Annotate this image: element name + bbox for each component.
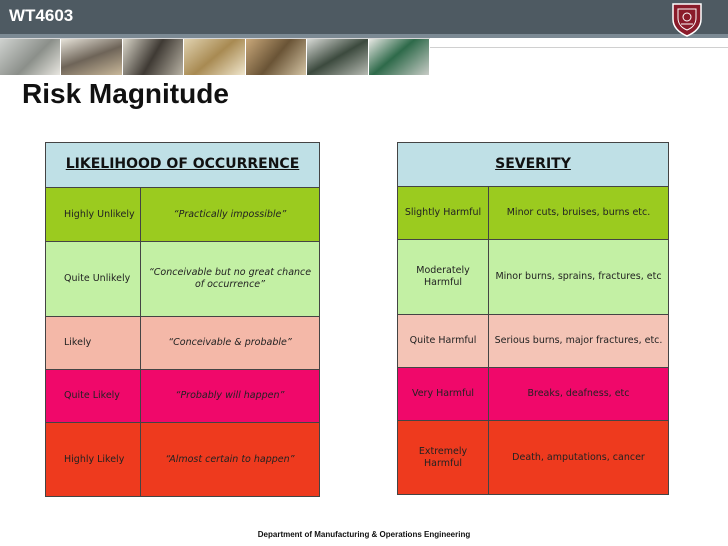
likelihood-header-row <box>46 143 320 188</box>
slide-title: Risk Magnitude <box>22 78 229 109</box>
divider <box>430 47 728 48</box>
machine-photo <box>369 39 430 75</box>
severity-row <box>398 315 669 368</box>
likelihood-level: Highly Likely <box>46 423 141 497</box>
machine-photo <box>123 39 184 75</box>
likelihood-row <box>46 370 320 423</box>
severity-description: Serious burns, major fractures, etc. <box>489 315 669 368</box>
severity-row <box>398 421 669 495</box>
header-bar <box>0 0 728 34</box>
severity-row <box>398 187 669 240</box>
likelihood-level: Highly Unlikely <box>46 188 141 242</box>
severity-header-row <box>398 143 669 187</box>
footer-department: Department of Manufacturing & Operations Engineering <box>257 530 471 539</box>
severity-level: Moderately Harmful <box>398 240 489 315</box>
likelihood-table <box>45 142 320 497</box>
likelihood-description: “Conceivable & probable” <box>141 317 320 370</box>
photo-strip <box>0 38 430 75</box>
likelihood-row <box>46 423 320 497</box>
severity-description: Minor burns, sprains, fractures, etc <box>489 240 669 315</box>
severity-level: Quite Harmful <box>398 315 489 368</box>
severity-description: Death, amputations, cancer <box>489 421 669 495</box>
severity-level: Slightly Harmful <box>398 187 489 240</box>
severity-level: Very Harmful <box>398 368 489 421</box>
severity-level: Extremely Harmful <box>398 421 489 495</box>
course-code: WT4603 <box>9 6 74 25</box>
likelihood-level: Likely <box>46 317 141 370</box>
severity-table <box>397 142 669 495</box>
machine-photo <box>184 39 245 75</box>
likelihood-row <box>46 242 320 317</box>
severity-description: Minor cuts, bruises, burns etc. <box>489 187 669 240</box>
machine-photo <box>61 39 122 75</box>
severity-heading: SEVERITY <box>398 143 669 187</box>
severity-description: Breaks, deafness, etc <box>489 368 669 421</box>
likelihood-row <box>46 317 320 370</box>
severity-row <box>398 368 669 421</box>
likelihood-row <box>46 188 320 242</box>
machine-photo <box>307 39 368 75</box>
likelihood-description: “Almost certain to happen” <box>141 423 320 497</box>
machine-photo <box>0 39 61 75</box>
likelihood-description: “Conceivable but no great chance of occurrence” <box>141 242 320 317</box>
likelihood-description: “Probably will happen” <box>141 370 320 423</box>
machine-photo <box>246 39 307 75</box>
severity-row <box>398 240 669 315</box>
likelihood-level: Quite Likely <box>46 370 141 423</box>
likelihood-level: Quite Unlikely <box>46 242 141 317</box>
likelihood-heading: LIKELIHOOD OF OCCURRENCE <box>46 143 320 188</box>
likelihood-description: “Practically impossible” <box>141 188 320 242</box>
university-crest-icon <box>669 1 705 37</box>
